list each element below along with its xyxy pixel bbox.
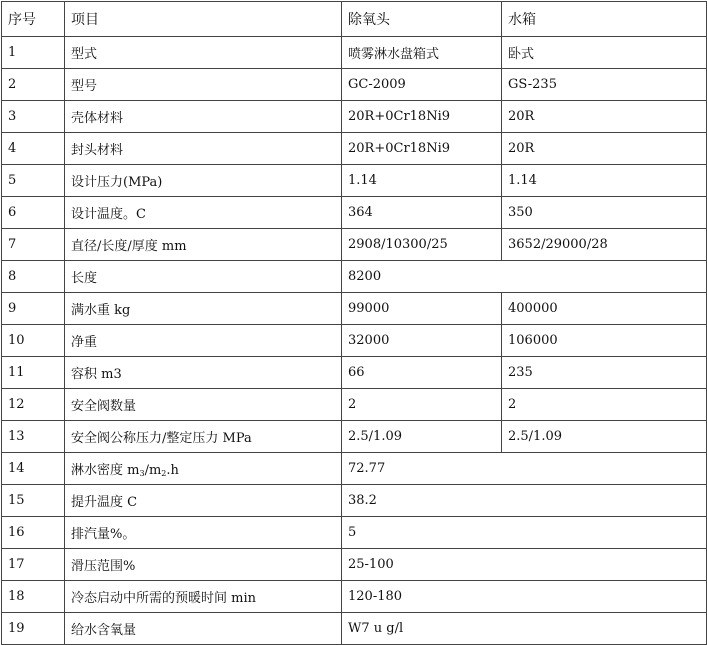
row-deaerator-value: 32000	[342, 325, 502, 357]
row-deaerator-value: 364	[342, 197, 502, 229]
row-deaerator-value: 99000	[342, 293, 502, 325]
row-no: 15	[2, 485, 65, 517]
row-no: 18	[2, 581, 65, 613]
row-no: 13	[2, 421, 65, 453]
row-tank-value: 20R	[502, 101, 707, 133]
row-no: 2	[2, 69, 65, 101]
table-row	[2, 485, 707, 517]
item-text: 淋水密度 m	[71, 463, 140, 478]
row-deaerator-value: 2.5/1.09	[342, 421, 502, 453]
row-item: 排汽量%。	[65, 517, 342, 549]
row-merged-value: 38.2	[342, 485, 707, 517]
row-no: 9	[2, 293, 65, 325]
table-row	[2, 229, 707, 261]
row-deaerator-value: 20R+0Cr18Ni9	[342, 101, 502, 133]
table-row	[2, 101, 707, 133]
header-tank: 水箱	[502, 2, 707, 37]
row-no: 10	[2, 325, 65, 357]
row-item: 封头材料	[65, 133, 342, 165]
table-row	[2, 325, 707, 357]
row-tank-value: 卧式	[502, 37, 707, 69]
table-row	[2, 517, 707, 549]
table-row	[2, 453, 707, 485]
row-deaerator-value: GC-2009	[342, 69, 502, 101]
row-item: 滑压范围%	[65, 549, 342, 581]
row-item: 安全阀数量	[65, 389, 342, 421]
table-row	[2, 197, 707, 229]
table-row	[2, 581, 707, 613]
table-row	[2, 421, 707, 453]
table-row	[2, 613, 707, 645]
row-item: 满水重 kg	[65, 293, 342, 325]
header-no: 序号	[2, 2, 65, 37]
row-item: 设计温度。C	[65, 197, 342, 229]
row-item: 壳体材料	[65, 101, 342, 133]
row-item: 型式	[65, 37, 342, 69]
row-no: 7	[2, 229, 65, 261]
item-subscript: 2	[161, 469, 167, 478]
row-item: 设计压力(MPa)	[65, 165, 342, 197]
header-row	[2, 2, 707, 37]
table-row	[2, 549, 707, 581]
row-no: 8	[2, 261, 65, 293]
row-tank-value: 20R	[502, 133, 707, 165]
header-deaerator: 除氧头	[342, 2, 502, 37]
table-row	[2, 165, 707, 197]
row-no: 11	[2, 357, 65, 389]
row-no: 19	[2, 613, 65, 645]
row-tank-value: 1.14	[502, 165, 707, 197]
row-no: 12	[2, 389, 65, 421]
row-tank-value: 350	[502, 197, 707, 229]
row-merged-value: W7 u g/l	[342, 613, 707, 645]
row-deaerator-value: 66	[342, 357, 502, 389]
row-tank-value: 235	[502, 357, 707, 389]
table-row	[2, 261, 707, 293]
header-item: 项目	[65, 2, 342, 37]
row-tank-value: GS-235	[502, 69, 707, 101]
row-item: 容积 m3	[65, 357, 342, 389]
item-text: .h	[166, 463, 179, 478]
row-tank-value: 2.5/1.09	[502, 421, 707, 453]
row-item: 长度	[65, 261, 342, 293]
row-merged-value: 8200	[342, 261, 707, 293]
item-text: /m	[144, 463, 162, 478]
row-item: 净重	[65, 325, 342, 357]
table-row	[2, 69, 707, 101]
row-item: 给水含氧量	[65, 613, 342, 645]
row-tank-value: 106000	[502, 325, 707, 357]
row-merged-value: 72.77	[342, 453, 707, 485]
row-deaerator-value: 1.14	[342, 165, 502, 197]
row-item: 冷态启动中所需的预暖时间 min	[65, 581, 342, 613]
row-merged-value: 5	[342, 517, 707, 549]
table-row	[2, 37, 707, 69]
row-tank-value: 3652/29000/28	[502, 229, 707, 261]
spec-table	[1, 1, 707, 645]
row-merged-value: 25-100	[342, 549, 707, 581]
row-item	[65, 453, 342, 485]
row-no: 3	[2, 101, 65, 133]
table-row	[2, 293, 707, 325]
row-no: 1	[2, 37, 65, 69]
row-no: 17	[2, 549, 65, 581]
item-subscript: 3	[139, 469, 145, 478]
row-no: 5	[2, 165, 65, 197]
row-no: 14	[2, 453, 65, 485]
row-item: 直径/长度/厚度 mm	[65, 229, 342, 261]
row-deaerator-value: 2	[342, 389, 502, 421]
row-deaerator-value: 2908/10300/25	[342, 229, 502, 261]
table-row	[2, 357, 707, 389]
row-item: 安全阀公称压力/整定压力 MPa	[65, 421, 342, 453]
row-deaerator-value: 20R+0Cr18Ni9	[342, 133, 502, 165]
row-no: 16	[2, 517, 65, 549]
row-deaerator-value: 喷雾淋水盘箱式	[342, 37, 502, 69]
row-merged-value: 120-180	[342, 581, 707, 613]
row-item: 型号	[65, 69, 342, 101]
row-item: 提升温度 C	[65, 485, 342, 517]
row-no: 6	[2, 197, 65, 229]
row-tank-value: 400000	[502, 293, 707, 325]
table-row	[2, 389, 707, 421]
row-no: 4	[2, 133, 65, 165]
table-row	[2, 133, 707, 165]
row-tank-value: 2	[502, 389, 707, 421]
